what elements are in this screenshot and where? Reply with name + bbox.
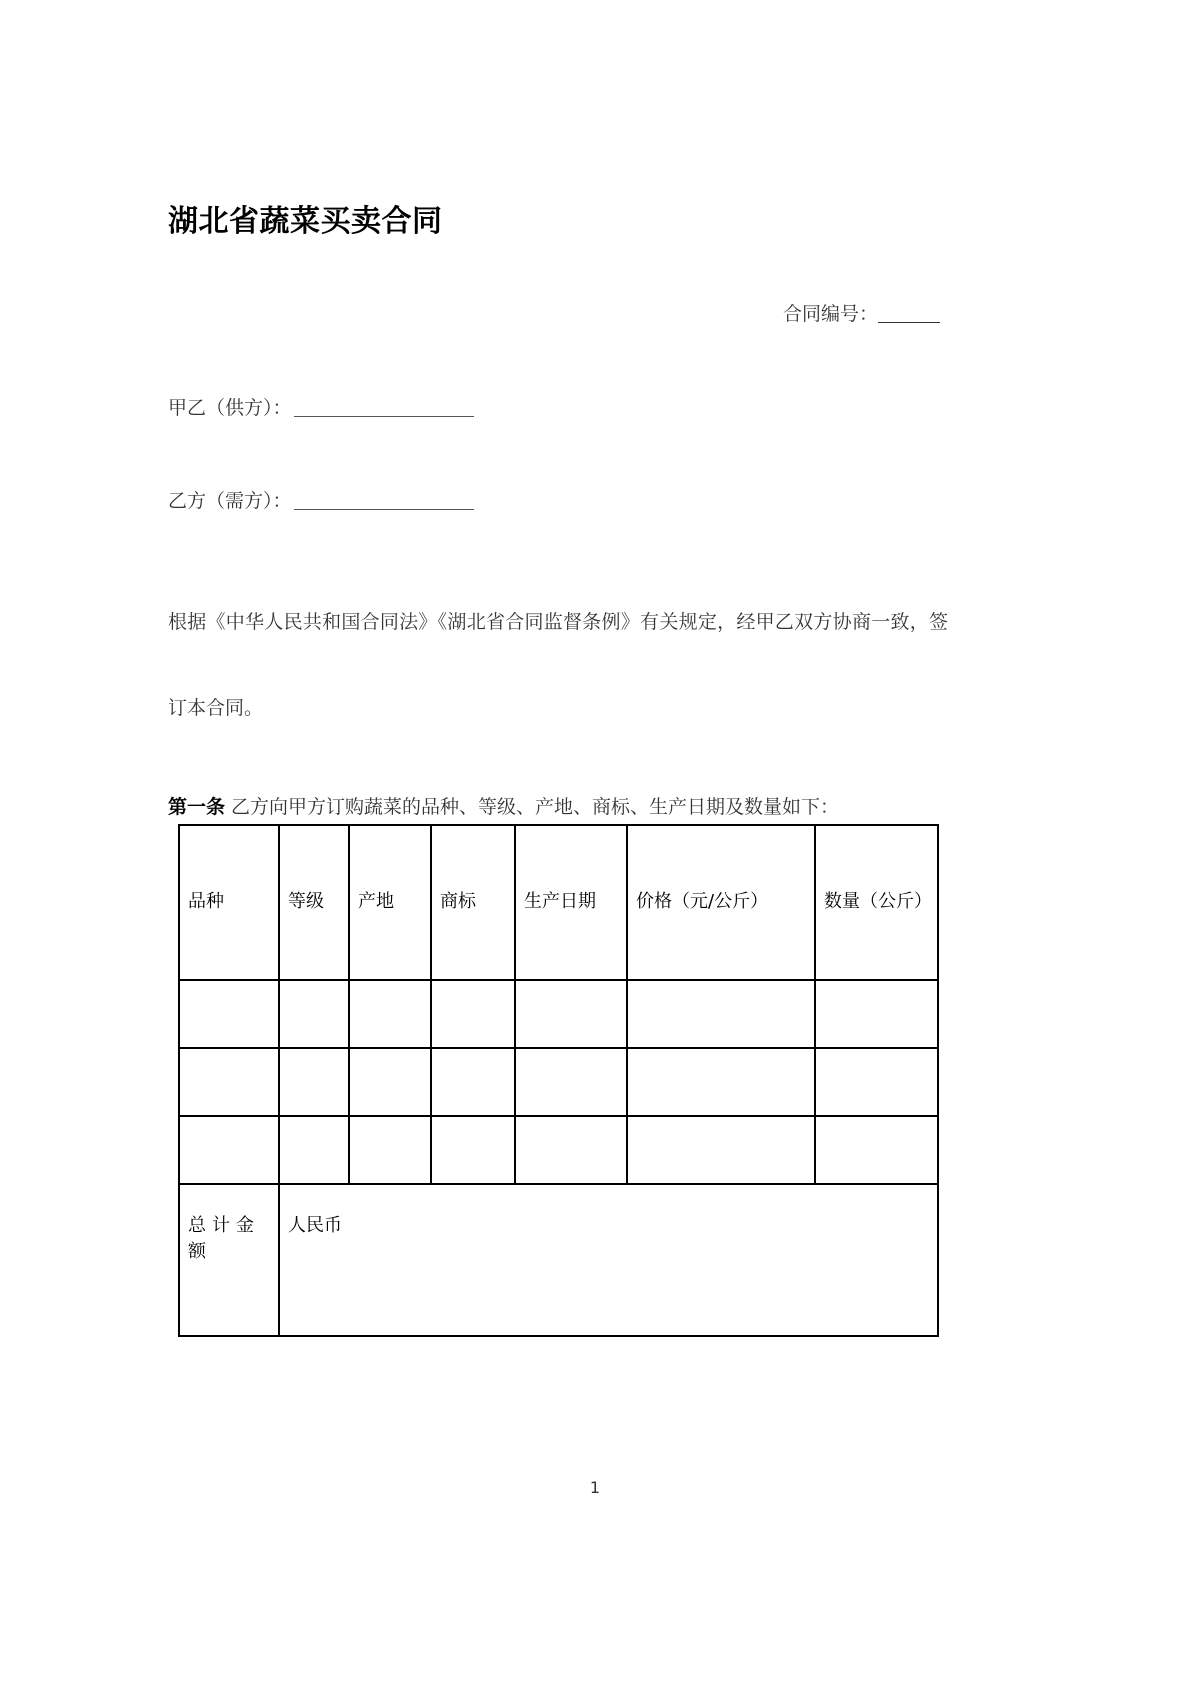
cell-price[interactable]: [627, 980, 815, 1048]
table-header-row: [179, 825, 938, 980]
cell-variety[interactable]: [179, 1116, 279, 1184]
total-amount-value[interactable]: 人民币: [279, 1184, 938, 1336]
legal-basis-paragraph: 根据《中华人民共和国合同法》《湖北省合同监督条例》有关规定，经甲乙双方协商一致，签订本合同。: [168, 611, 948, 719]
cell-production-date[interactable]: [515, 980, 627, 1048]
article-one-text: 乙方向甲方订购蔬菜的品种、等级、产地、商标、生产日期及数量如下：: [231, 796, 840, 818]
cell-variety[interactable]: [179, 980, 279, 1048]
table-row[interactable]: [179, 980, 938, 1048]
cell-quantity[interactable]: [815, 1116, 938, 1184]
buyer-label: 乙方（需方）：: [168, 490, 292, 512]
total-amount-label: 总计金额: [179, 1184, 279, 1336]
supplier-row: [168, 393, 474, 420]
contract-number-blank[interactable]: [878, 322, 940, 323]
table-header-trademark: 商标: [431, 825, 515, 980]
table-header-production-date: 生产日期: [515, 825, 627, 980]
cell-grade[interactable]: [279, 1116, 349, 1184]
cell-price[interactable]: [627, 1048, 815, 1116]
cell-trademark[interactable]: [431, 980, 515, 1048]
cell-grade[interactable]: [279, 980, 349, 1048]
table-total-row: [179, 1184, 938, 1336]
cell-origin[interactable]: [349, 1048, 431, 1116]
goods-table: [178, 824, 939, 1337]
table-header-price: 价格（元/公斤）: [627, 825, 815, 980]
cell-origin[interactable]: [349, 980, 431, 1048]
cell-quantity[interactable]: [815, 980, 938, 1048]
cell-trademark[interactable]: [431, 1048, 515, 1116]
contract-number-label: 合同编号：: [782, 303, 878, 325]
cell-production-date[interactable]: [515, 1116, 627, 1184]
supplier-blank[interactable]: [294, 416, 474, 417]
cell-production-date[interactable]: [515, 1048, 627, 1116]
table-row[interactable]: [179, 1048, 938, 1116]
page-number: 1: [589, 1478, 601, 1497]
cell-origin[interactable]: [349, 1116, 431, 1184]
cell-grade[interactable]: [279, 1048, 349, 1116]
buyer-row: [168, 486, 474, 513]
table-header-grade: 等级: [279, 825, 349, 980]
supplier-label: 甲乙（供方）：: [168, 397, 292, 419]
cell-price[interactable]: [627, 1116, 815, 1184]
buyer-blank[interactable]: [294, 509, 474, 510]
cell-quantity[interactable]: [815, 1048, 938, 1116]
page-title: 湖北省蔬菜买卖合同: [168, 204, 443, 240]
table-header-origin: 产地: [349, 825, 431, 980]
table-header-variety: 品种: [179, 825, 279, 980]
cell-trademark[interactable]: [431, 1116, 515, 1184]
table-row[interactable]: [179, 1116, 938, 1184]
table-header-quantity: 数量（公斤）: [815, 825, 938, 980]
article-one-label: 第一条: [168, 796, 226, 818]
cell-variety[interactable]: [179, 1048, 279, 1116]
contract-number-row: [168, 299, 940, 326]
